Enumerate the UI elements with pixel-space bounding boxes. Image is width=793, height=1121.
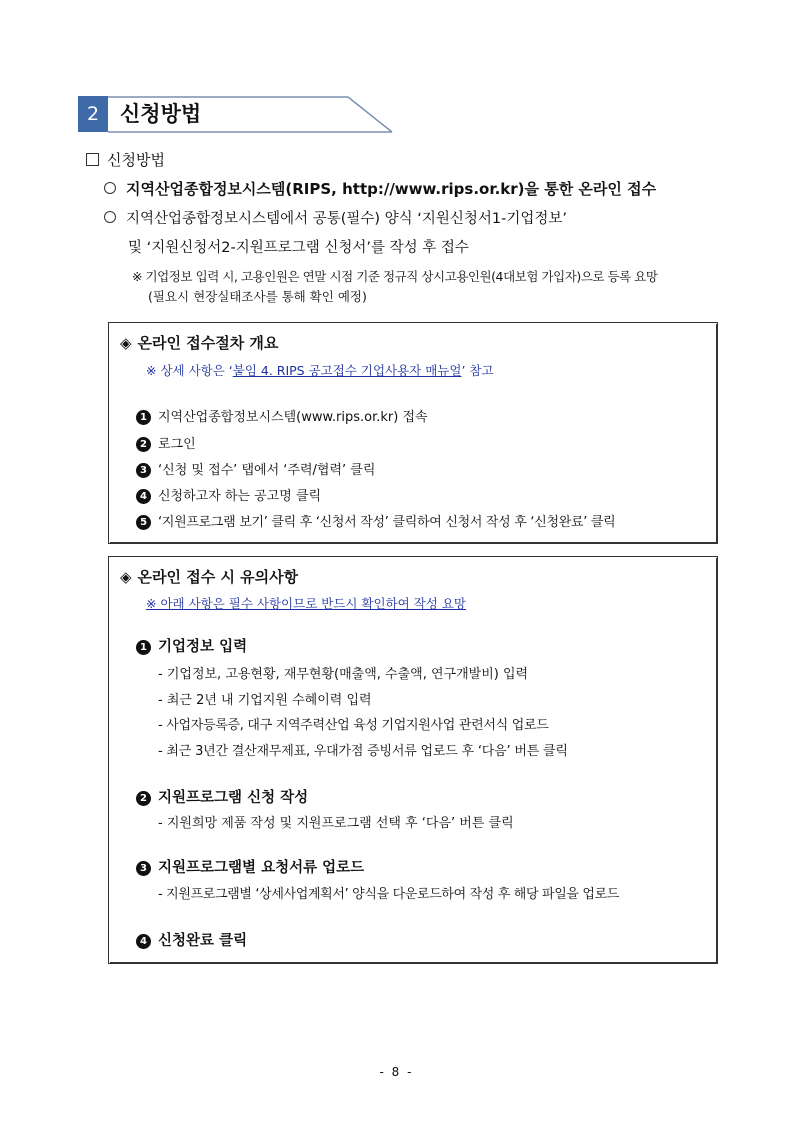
caution-item: - 기업정보, 고용현황, 재무현황(매출액, 수출액, 연구개발비) 입력	[158, 667, 529, 682]
procedure-box	[108, 322, 718, 544]
bullet-continuation: 및 ‘지원신청서2-지원프로그램 신청서’를 작성 후 접수	[128, 240, 469, 256]
caution-item: - 지원희망 제품 작성 및 지원프로그램 선택 후 ‘다음’ 버튼 클릭	[158, 816, 514, 831]
box-title-text: 온라인 접수 시 유의사항	[137, 568, 299, 586]
bullet-text: 지역산업종합정보시스템(RIPS, http://www.rips.or.kr)을 통한 온라인 접수	[126, 180, 657, 198]
step-number-icon: 1	[136, 640, 151, 655]
caution-section-title	[136, 788, 308, 808]
subheading	[86, 150, 165, 170]
section-header	[78, 96, 394, 134]
note-line: (필요시 현장실태조사를 통해 확인 예정)	[148, 289, 367, 304]
step-number-icon: 3	[136, 861, 151, 876]
caution-title-text: 기업정보 입력	[158, 639, 248, 655]
step-number-icon: 2	[136, 437, 151, 452]
checkbox-square-icon	[86, 153, 99, 166]
step-number-icon: 1	[136, 410, 151, 425]
step-item	[136, 409, 428, 427]
step-number-icon: 2	[136, 791, 151, 806]
step-number-icon: 3	[136, 463, 151, 478]
caution-item: - 지원프로그램별 ‘상세사업계획서’ 양식을 다운로드하여 작성 후 해당 파일을 업로드	[158, 887, 620, 902]
step-text: 로그인	[158, 437, 196, 452]
step-text: ‘신청 및 접수’ 탭에서 ‘주력/협력’ 클릭	[158, 463, 376, 478]
step-item	[136, 462, 375, 480]
step-number-icon: 5	[136, 515, 151, 530]
box-note	[146, 362, 494, 380]
manual-link[interactable]: 붙임 4. RIPS 공고접수 기업사용자 매뉴얼	[232, 363, 462, 378]
caution-section-title	[136, 931, 247, 951]
caution-title-text: 지원프로그램 신청 작성	[158, 790, 309, 806]
section-title: 신청방법	[120, 102, 202, 126]
page-number: - 8 -	[379, 1065, 414, 1079]
caution-item: - 최근 2년 내 기업지원 수혜이력 입력	[158, 693, 372, 708]
box-note: ※ 아래 사항은 필수 사항이므로 반드시 확인하여 작성 요망	[146, 596, 466, 611]
circle-bullet-icon	[104, 182, 116, 194]
caution-title-text: 지원프로그램별 요청서류 업로드	[158, 860, 365, 876]
caution-section-title	[136, 858, 364, 878]
bullet-text: 지역산업종합정보시스템에서 공통(필수) 양식 ‘지원신청서1-기업정보’	[126, 211, 568, 227]
note-suffix: ’ 참고	[461, 363, 494, 378]
note-prefix: ※ 상세 사항은 ‘	[146, 363, 233, 378]
step-text: 신청하고자 하는 공고명 클릭	[158, 489, 322, 504]
bullet-item	[104, 209, 567, 229]
box-title-text: 온라인 접수절차 개요	[137, 334, 279, 352]
step-text: 지역산업종합정보시스템(www.rips.or.kr) 접속	[158, 410, 428, 425]
step-item	[136, 488, 321, 506]
caution-section-title	[136, 637, 247, 657]
section-number: 2	[78, 96, 108, 132]
diamond-icon: ◈	[120, 568, 132, 586]
step-item	[136, 514, 615, 532]
step-item	[136, 436, 196, 454]
caution-item: - 최근 3년간 결산재무제표, 우대가점 증빙서류 업로드 후 ‘다음’ 버튼 클릭	[158, 744, 568, 759]
caution-item: - 사업자등록증, 대구 지역주력산업 육성 기업지원사업 관련서식 업로드	[158, 718, 549, 733]
diamond-icon: ◈	[120, 334, 132, 352]
box-title	[120, 333, 278, 353]
step-number-icon: 4	[136, 934, 151, 949]
circle-bullet-icon	[104, 211, 116, 223]
caution-title-text: 신청완료 클릭	[158, 933, 248, 949]
step-text: ‘지원프로그램 보기’ 클릭 후 ‘신청서 작성’ 클릭하여 신청서 작성 후 ‘신청완료’ 클릭	[158, 515, 616, 530]
note-line: ※ 기업정보 입력 시, 고용인원은 연말 시점 기준 정규직 상시고용인원(4대보험 가입자)으로 등록 요망	[132, 269, 658, 284]
bullet-item	[104, 179, 656, 199]
step-number-icon: 4	[136, 489, 151, 504]
subheading-text: 신청방법	[107, 151, 165, 169]
box-title	[120, 567, 298, 587]
